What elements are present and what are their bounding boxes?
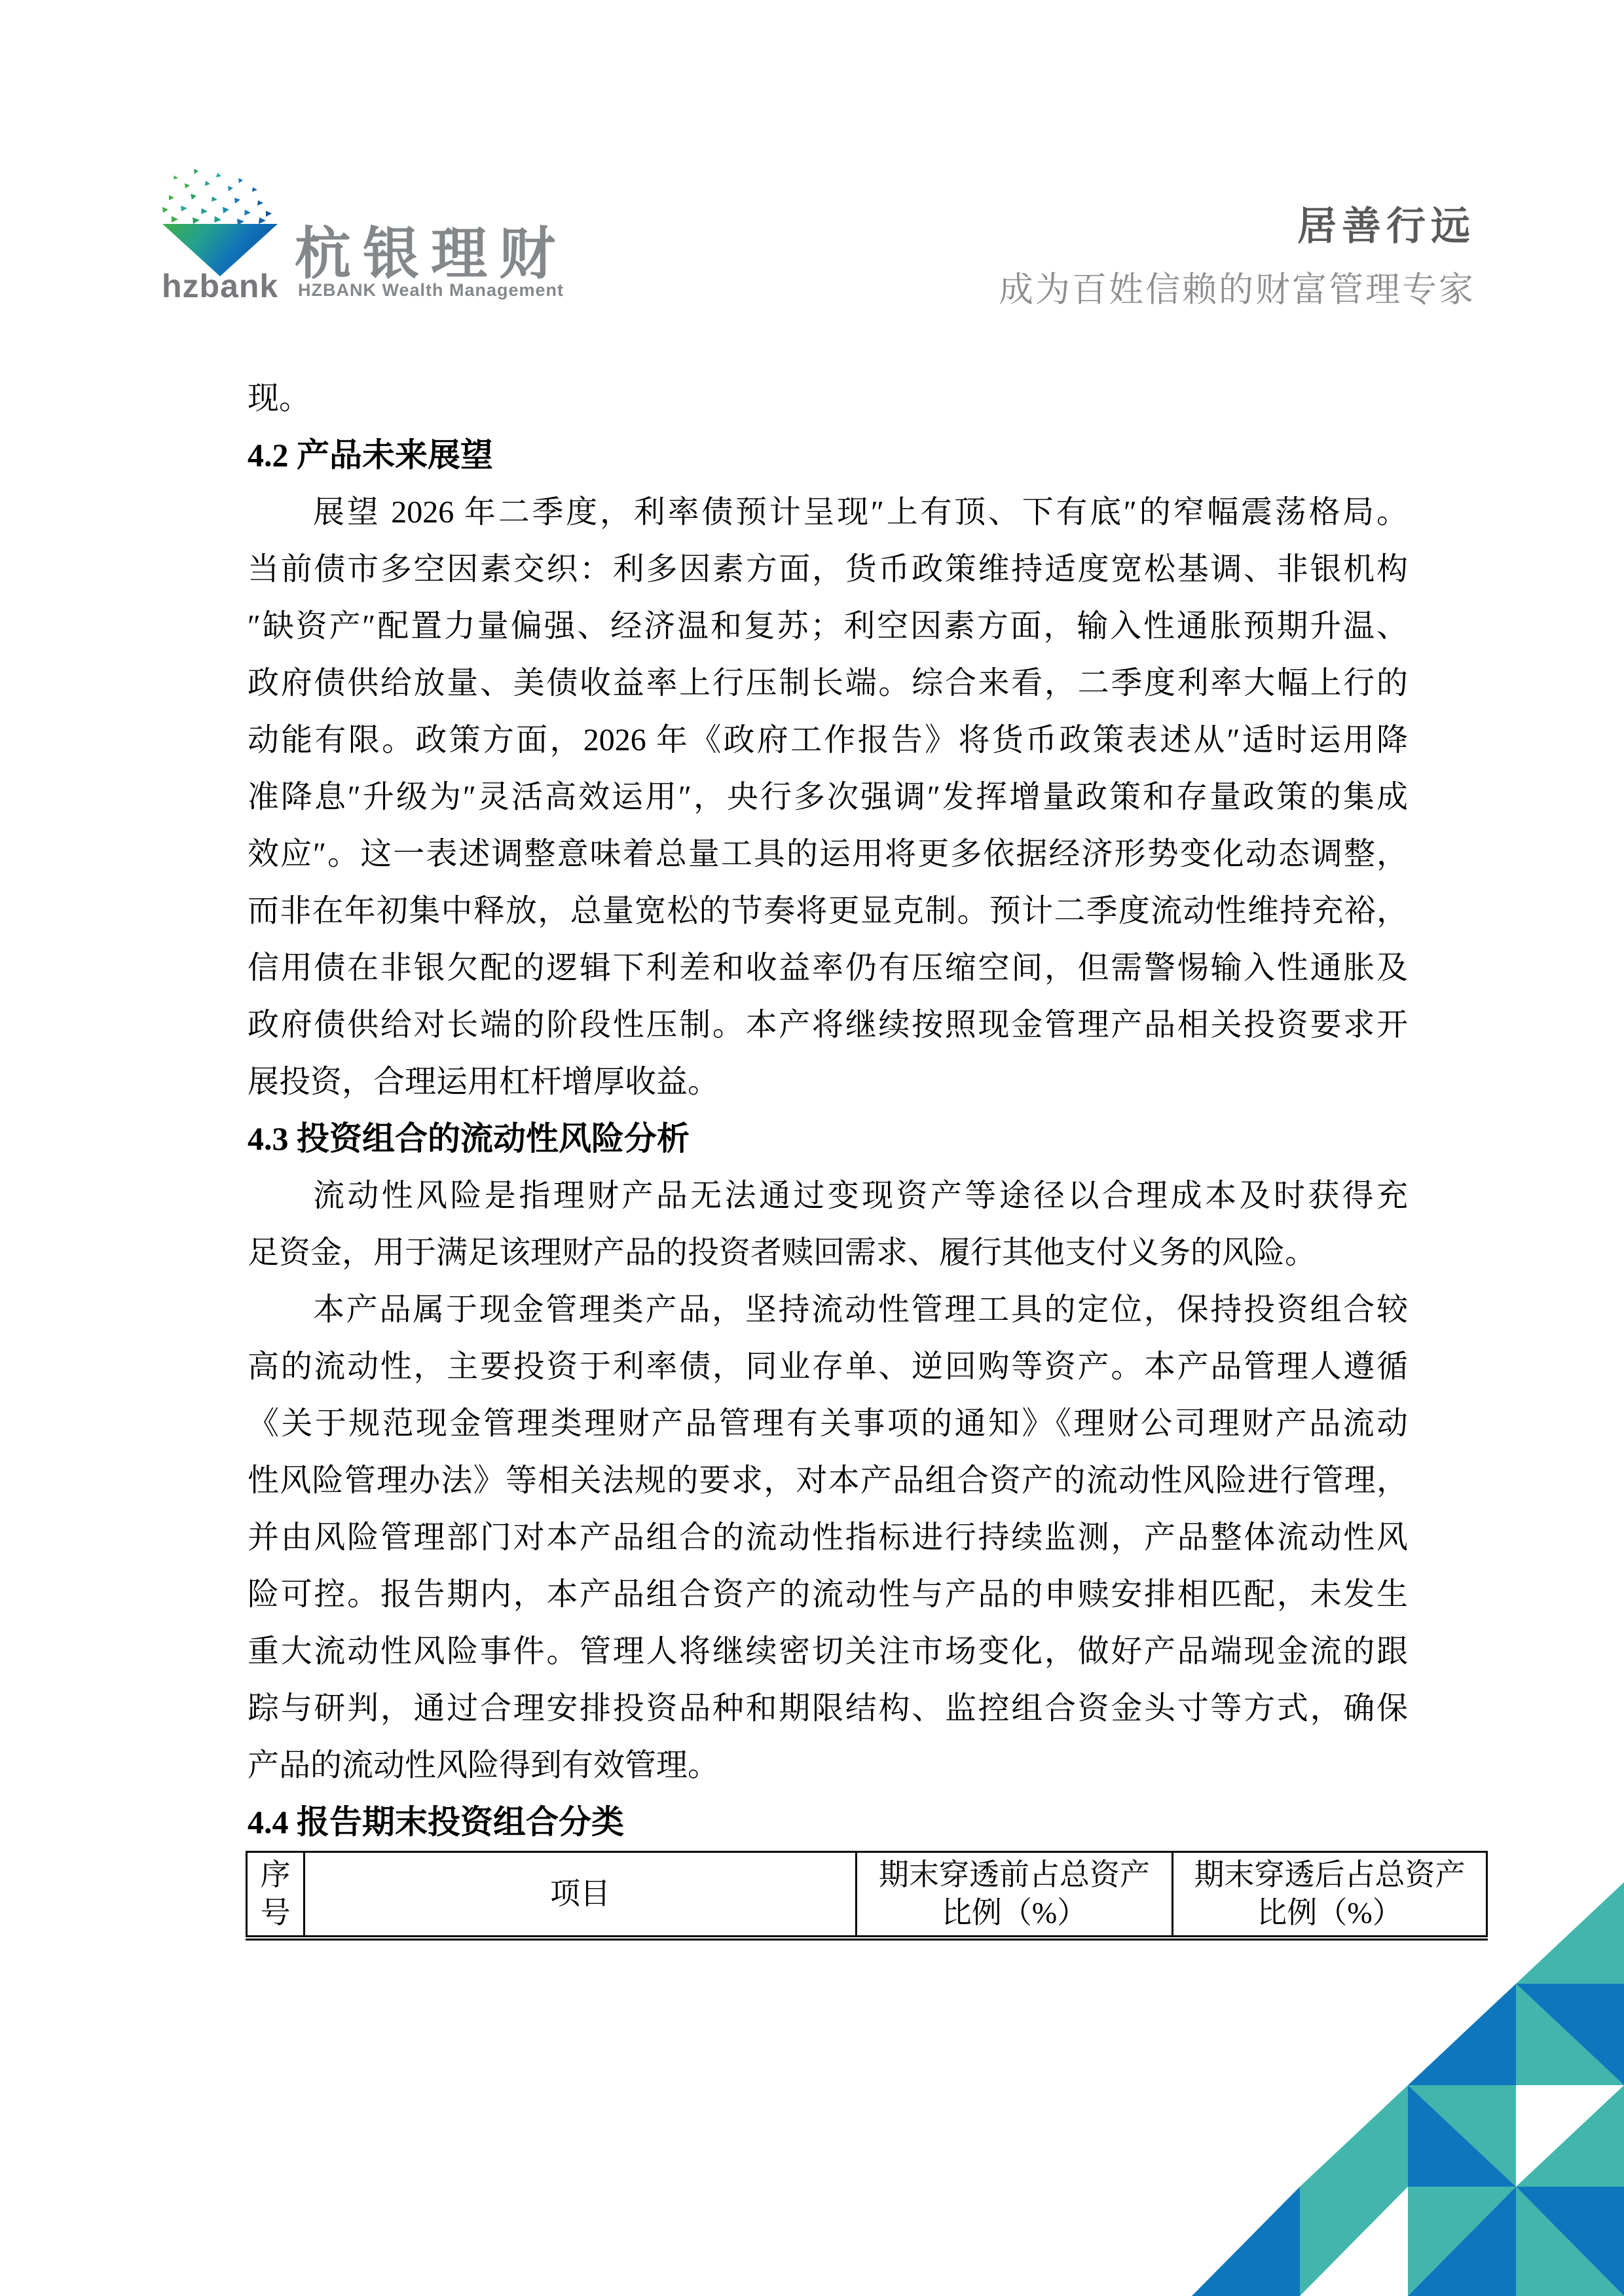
slogan-main: 居善行远 — [1297, 204, 1475, 248]
logo-en-title: HZBANK Wealth Management — [298, 280, 564, 300]
text-line: 当前债市多空因素交织：利多因素方面，货币政策维持适度宽松基调、非银机构 — [248, 552, 1408, 587]
text-line: 展投资，合理运用杠杆增厚收益。 — [248, 1065, 720, 1099]
text-line: 信用债在非银欠配的逻辑下利差和收益率仍有压缩空间，但需警惕输入性通胀及 — [248, 951, 1408, 985]
text-line: 足资金，用于满足该理财产品的投资者赎回需求、履行其他支付义务的风险。 — [248, 1235, 1317, 1270]
text-line: 流动性风险是指理财产品无法通过变现资产等途径以合理成本及时获得充 — [313, 1178, 1408, 1213]
text-line: 政府债供给放量、美债收益率上行压制长端。综合来看，二季度利率大幅上行的 — [248, 666, 1408, 701]
text-line: 性风险管理办法》等相关法规的要求，对本产品组合资产的流动性风险进行管理， — [248, 1463, 1408, 1498]
col-header-pre-lookthrough: 期末穿透前占总资产比例（%） — [857, 1852, 1173, 1939]
section-heading-4.2: 4.2 产品未来展望 — [248, 437, 493, 473]
hzbank-logo-icon — [155, 164, 286, 276]
decorative-triangles — [1192, 1882, 1624, 2296]
text-line: 并由风险管理部门对本产品组合的流动性指标进行持续监测，产品整体流动性风 — [248, 1520, 1408, 1555]
text-line: 动能有限。政策方面，2026 年《政府工作报告》将货币政策表述从″适时运用降 — [248, 723, 1408, 757]
logo-cn-title: 杭银理财 — [295, 223, 567, 285]
logo-scatter — [162, 169, 272, 225]
text-line: 险可控。报告期内，本产品组合资产的流动性与产品的申赎安排相匹配，未发生 — [248, 1577, 1408, 1612]
col-header-post-lookthrough: 期末穿透后占总资产比例（%） — [1173, 1852, 1487, 1939]
section-heading-4.4: 4.4 报告期末投资组合分类 — [248, 1804, 624, 1840]
text-line: ″缺资产″配置力量偏强、经济温和复苏；利空因素方面，输入性通胀预期升温、 — [248, 609, 1408, 644]
text-line: 重大流动性风险事件。管理人将继续密切关注市场变化，做好产品端现金流的跟 — [248, 1634, 1408, 1669]
paragraph-tail-line: 现。 — [248, 381, 311, 416]
text-line: 效应″。这一表述调整意味着总量工具的运用将更多依据经济形势变化动态调整， — [248, 837, 1408, 871]
text-line: 《关于规范现金管理类理财产品管理有关事项的通知》《理财公司理财产品流动 — [248, 1406, 1408, 1441]
text-line: 展望 2026 年二季度，利率债预计呈现″上有顶、下有底″的窄幅震荡格局。 — [313, 495, 1408, 530]
text-line: 政府债供给对长端的阶段性压制。本产将继续按照现金管理产品相关投资要求开 — [248, 1008, 1408, 1042]
col-header-index: 序号 — [247, 1852, 304, 1939]
section-heading-4.3: 4.3 投资组合的流动性风险分析 — [248, 1120, 690, 1157]
text-line: 产品的流动性风险得到有效管理。 — [248, 1748, 720, 1783]
text-line: 踪与研判，通过合理安排投资品种和期限结构、监控组合资金头寸等方式，确保 — [248, 1691, 1408, 1726]
logo-wordmark: hzbank — [162, 268, 279, 304]
text-line: 高的流动性，主要投资于利率债，同业存单、逆回购等资产。本产品管理人遵循 — [248, 1349, 1408, 1384]
slogan-sub: 成为百姓信赖的财富管理专家 — [999, 270, 1475, 309]
text-line: 准降息″升级为″灵活高效运用″，央行多次强调″发挥增量政策和存量政策的集成 — [248, 780, 1408, 814]
col-header-item: 项目 — [304, 1852, 857, 1939]
document-body — [248, 370, 1408, 1851]
text-line: 而非在年初集中释放，总量宽松的节奏将更显克制。预计二季度流动性维持充裕， — [248, 894, 1408, 928]
header-slogan — [999, 195, 1475, 312]
text-line: 本产品属于现金管理类产品，坚持流动性管理工具的定位，保持投资组合较 — [313, 1292, 1408, 1327]
